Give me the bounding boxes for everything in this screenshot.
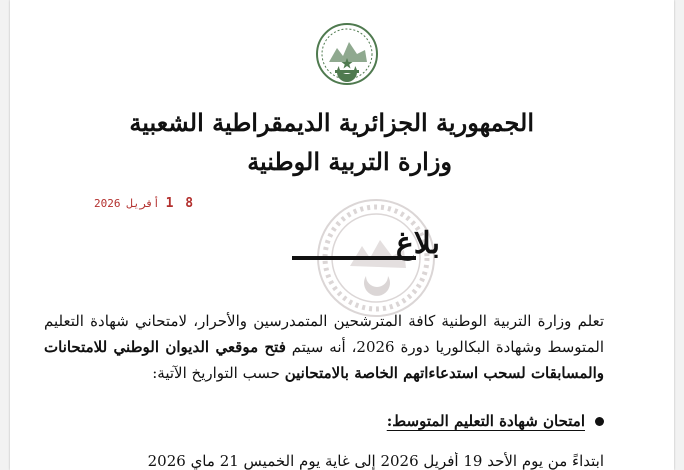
bem-date-line: ابتداءً من يوم الأحد 19 أفريل 2026 إلى غاية يوم الخميس 21 ماي 2026 — [147, 452, 604, 470]
announcement-title — [250, 226, 440, 276]
body-text-part1: تعلم وزارة التربية الوطنية كافة المترشحين المتمدرسين والأحرار، لامتحاني شهادة التعليم المتوسط وشهادة البكالوريا دورة 2026، أنه سيتم — [44, 312, 604, 356]
section-heading-text: امتحان شهادة التعليم المتوسط: — [386, 412, 585, 430]
announcement-body — [44, 308, 604, 386]
date-stamp-month: أفريل — [126, 197, 160, 210]
date-stamp-day: 1 8 — [165, 196, 196, 211]
bullet-icon — [595, 417, 604, 426]
ministry-name-heading: وزارة التربية الوطنية — [247, 147, 452, 176]
document-page — [10, 0, 674, 470]
republic-name-heading: الجمهورية الجزائرية الديمقراطية الشعبية — [129, 108, 534, 137]
date-stamp — [94, 196, 195, 211]
body-text-part2: حسب التواريخ الآتية: — [152, 364, 285, 382]
national-emblem-icon — [315, 22, 379, 86]
date-stamp-year: 2026 — [94, 197, 121, 210]
section-heading-bem — [387, 412, 604, 430]
announcement-title-text: بلاغ — [395, 226, 440, 261]
body-text-bold: فتح موقعي الديوان الوطني للامتحانات والمسابقات لسحب استدعاءاتهم الخاصة بالامتحانين — [44, 338, 604, 382]
